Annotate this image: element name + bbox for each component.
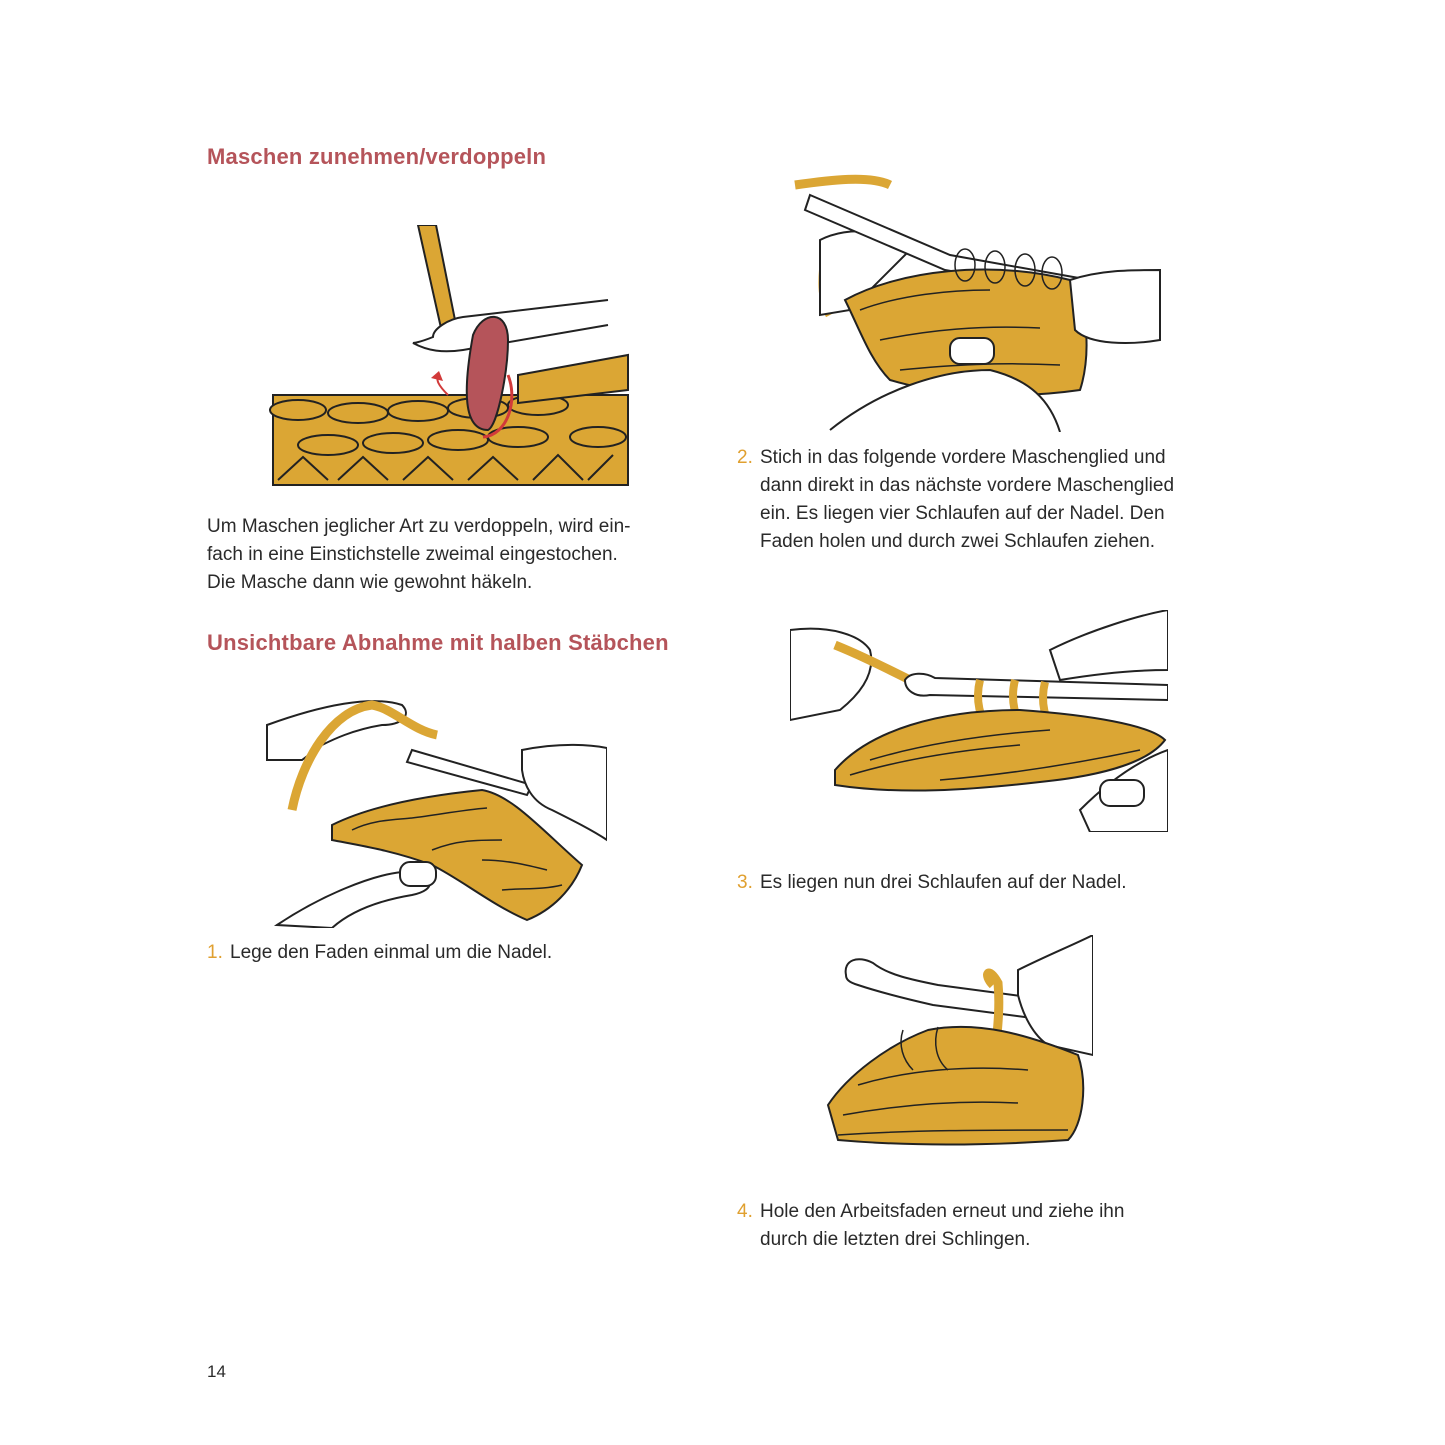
increase-text-line: Um Maschen jeglicher Art zu verdoppeln, wird ein- [207,516,631,537]
step-text-line: Faden holen und durch zwei Schlaufen ziehen. [760,531,1156,552]
hands-four-loops-illustration [790,170,1168,432]
crochet-increase-illustration [268,225,638,490]
step-1 [207,939,687,967]
step-4 [737,1198,1237,1254]
page-number: 14 [207,1362,226,1381]
step-2 [737,444,1237,556]
decrease-heading: Unsichtbare Abnahme mit halben Stäbchen [207,630,669,655]
hands-three-loops-illustration [790,610,1168,832]
hook-final-pull-illustration [818,935,1093,1150]
increase-heading: Maschen zunehmen/verdoppeln [207,144,547,169]
step-text: Lege den Faden einmal um die Nadel. [230,942,553,963]
step-text-line: dann direkt in das nächste vordere Maschenglied [760,475,1175,496]
increase-text [207,513,630,597]
step-number: 3. [737,872,753,893]
step-text-line: Stich in das folgende vordere Maschenglied und [760,447,1166,468]
step-number: 1. [207,942,223,963]
step-text-line: Hole den Arbeitsfaden erneut und ziehe ihn [760,1201,1125,1222]
step-number: 4. [737,1201,753,1222]
step-text-line: ein. Es liegen vier Schlaufen auf der Nadel. Den [760,503,1165,524]
hands-yarn-over-illustration [262,690,607,928]
step-text: Es liegen nun drei Schlaufen auf der Nadel. [760,872,1127,893]
step-text-line: durch die letzten drei Schlingen. [760,1229,1031,1250]
step-number: 2. [737,447,753,468]
increase-text-line: Die Masche dann wie gewohnt häkeln. [207,572,533,593]
step-3 [737,869,1237,897]
increase-text-line: fach in eine Einstichstelle zweimal eingestochen. [207,544,618,565]
